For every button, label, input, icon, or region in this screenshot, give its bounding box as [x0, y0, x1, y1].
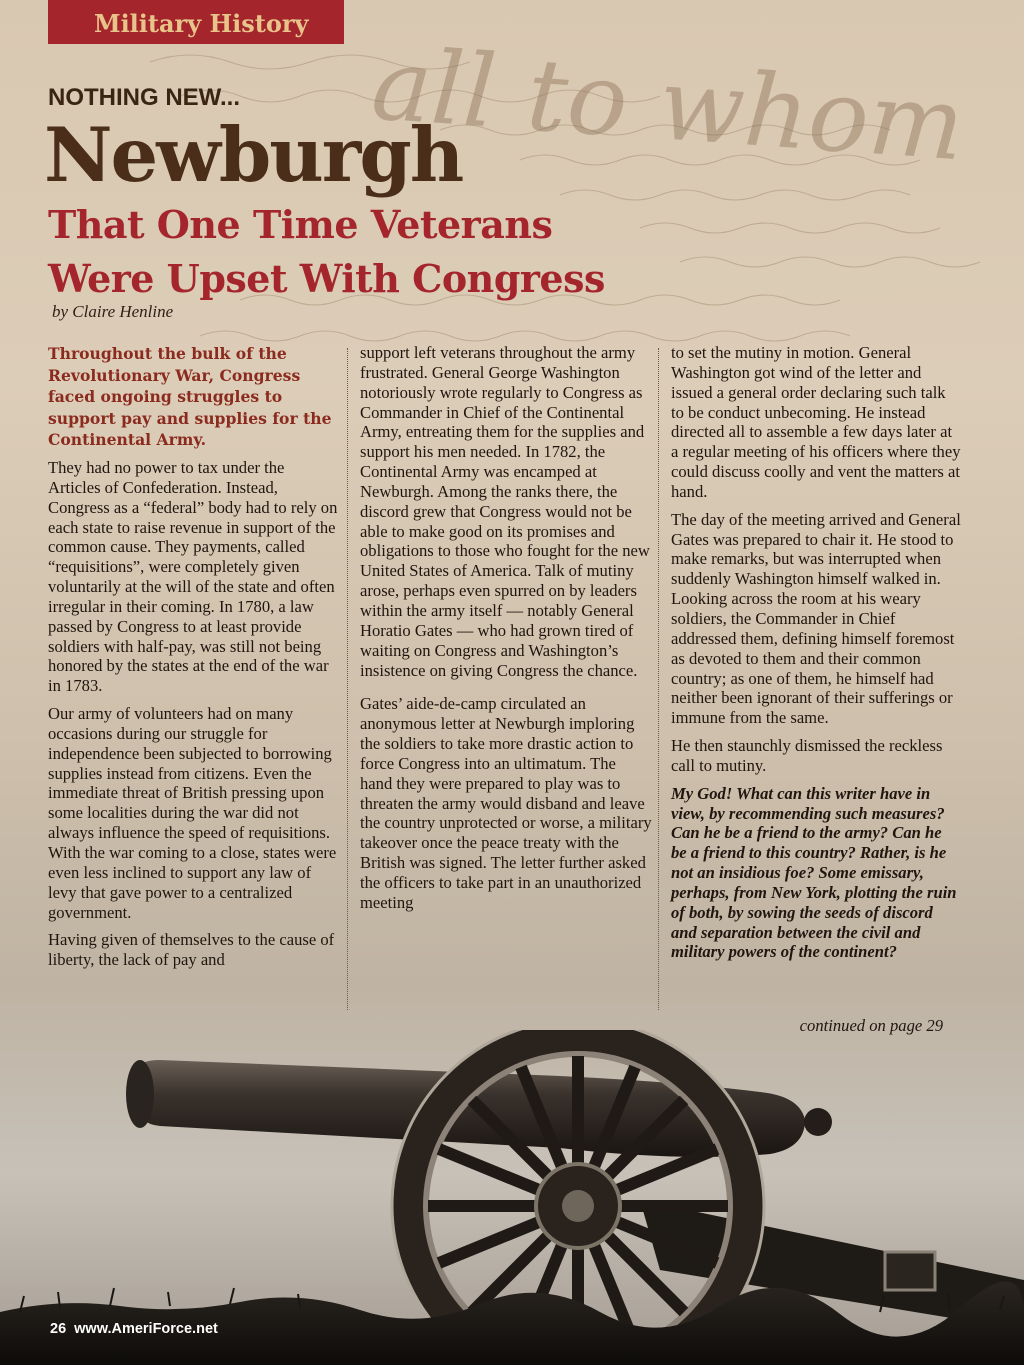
col2-paragraph-1: support left veterans throughout the army frustrated. General George Washington notoriously wrote regularly to Congress as Commander in Chief of the Continental Army, entreating them for the supplies and support his men needed. In 1782, the Continental Army was encamped at Newburgh. Among the ranks there, the discord grew that Congress would not be able to make good on its promises and obligations to those who fought for the new United States of America. Talk of mutiny arose, perhaps even spurred on by leaders within the army itself — notably General Horatio Gates — who had grown tired of waiting on Congress and Washington’s insistence on giving Congress the chance.: [360, 343, 650, 680]
section-tag: Military History: [48, 0, 344, 44]
column-divider-2: [658, 348, 659, 1010]
article-subtitle: [48, 198, 605, 306]
col1-paragraph-1: They had no power to tax under the Articles of Confederation. Instead, Congress as a “federal” body had to rely on each state to raise revenue in support of the common cause. They payments, called “requisitions”, were completely given voluntarily at the will of the state and often irregular in their coming. In 1780, a law passed by Congress to at least provide soldiers with half-pay, was still not being honored by the states at the end of the war in 1783.: [48, 457, 338, 696]
continued-note: continued on page 29: [799, 1016, 943, 1035]
subtitle-line-2: Were Upset With Congress: [48, 256, 605, 301]
article-kicker: NOTHING NEW...: [48, 84, 240, 111]
page-number: 26: [50, 1321, 67, 1337]
column-divider-1: [347, 348, 348, 1010]
col3-paragraph-3: He then staunchly dismissed the reckless call to mutiny.: [671, 736, 943, 775]
page-footer: [50, 1321, 226, 1337]
cannon-image: [0, 1030, 1024, 1365]
washington-quote: My God! What can this writer have in view, by recommending such measures? Can he be a friend to the army? Can he be a friend to this country? Rather, is he not an insidious foe? Some emissary, perhaps, from New York, plotting the ruin of both, by sowing the seeds of discord and separation between the civil and military powers of the continent?: [671, 783, 957, 962]
lead-paragraph: Throughout the bulk of the Revolutionary War, Congress faced ongoing struggles to support pay and supplies for the Continental Army.: [48, 344, 332, 450]
col3-paragraph-2: The day of the meeting arrived and General Gates was prepared to chair it. He stood to make remarks, but was interrupted when suddenly Washington himself walked in. Looking across the room at his weary soldiers, the Commander in Chief addressed them, defining himself foremost as devoted to them and their common country; as one of them, he himself had neither been ignorant of their sufferings or immune from the same.: [671, 509, 961, 728]
subtitle-line-1: That One Time Veterans: [48, 202, 553, 247]
byline: by Claire Henline: [52, 302, 174, 321]
article-title: Newburgh: [44, 111, 463, 199]
column-3: [671, 343, 961, 970]
col3-paragraph-1: to set the mutiny in motion. General Washington got wind of the letter and issued a general order declaring such talk to be conduct unbecoming. He instead directed all to assemble a few days later at a regular meeting of his officers where they could discuss coolly and vent the matters at hand.: [671, 343, 961, 501]
col1-paragraph-2: Our army of volunteers had on many occasions during our struggle for independence been subjected to borrowing supplies instead from citizens. Even the immediate threat of British pressing upon some localities during the war did not always influence the speed of requisitions. With the war coming to a close, states were even less inclined to support any law of levy that gave power to a centralized government.: [48, 704, 337, 922]
column-1: [48, 343, 340, 978]
website-url: www.AmeriForce.net: [74, 1321, 218, 1337]
col1-paragraph-3: Having given of themselves to the cause of liberty, the lack of pay and: [48, 930, 335, 970]
background-script-text: all to whom: [368, 25, 968, 184]
col2-paragraph-2: Gates’ aide-de-camp circulated an anonymous letter at Newburgh imploring the soldiers to take more drastic action to force Congress into an ultimatum. The hand they were prepared to play was to threaten the army would disband and leave the country unprotected or worse, a military takeover once the peace treaty with the British was signed. The letter further asked the officers to take part in an unauthorized meeting: [360, 694, 652, 912]
column-2: [360, 343, 652, 921]
